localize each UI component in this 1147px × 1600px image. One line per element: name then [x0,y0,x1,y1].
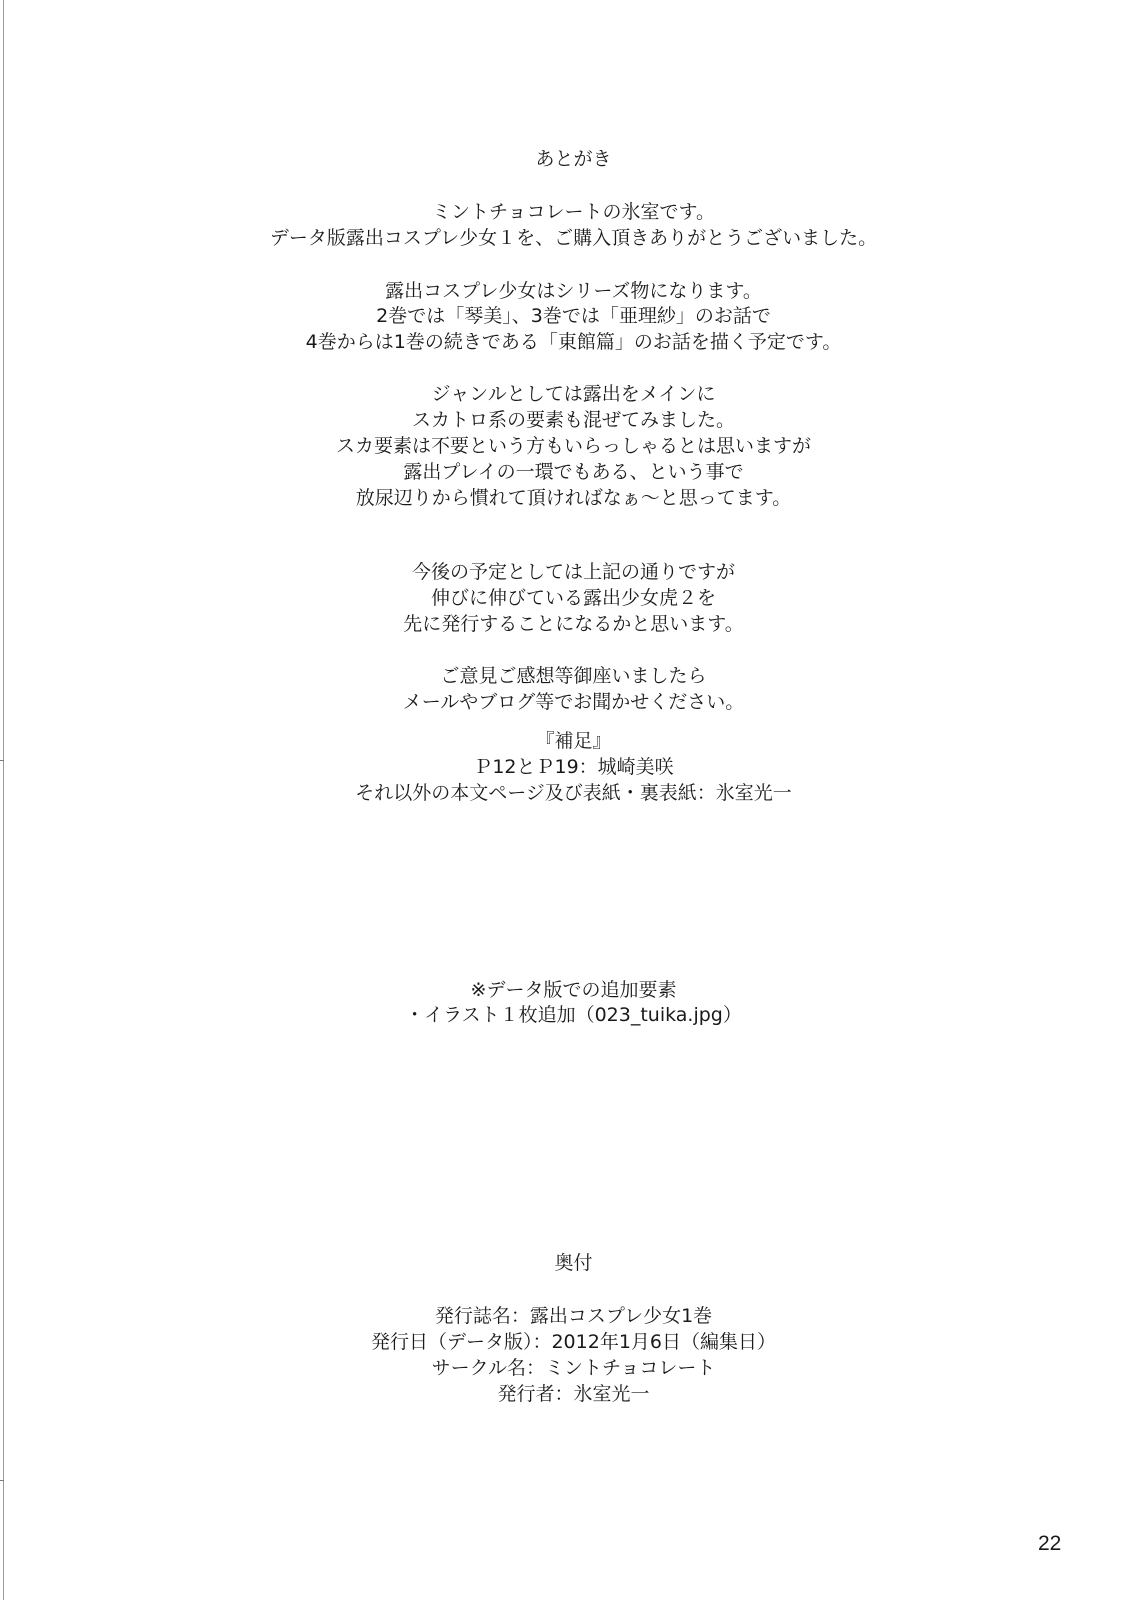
colophon-heading: 奥付 [554,1252,593,1274]
greeting-line: ミントチョコレートの氷室です。 [432,201,715,223]
plans-line: 伸びに伸びている露出少女虎２を [430,587,716,609]
series-line: 4巻からは1巻の続きである「東館篇」のお話を描く予定です。 [305,331,842,353]
page-number: 22 [1038,1532,1062,1555]
feedback-line: メールやブログ等でお聞かせください。 [402,691,745,713]
supplement-line: それ以外の本文ページ及び表紙・裏表紙：氷室光一 [355,782,792,804]
colophon-line: 発行日（データ版）：2012年1月6日（編集日） [370,1331,777,1353]
series-line: 2巻では「琴美」、3巻では「亜理紗」のお話で [376,305,771,327]
afterword-heading: あとがき [535,148,612,170]
series-line: 露出コスプレ少女はシリーズ物になります。 [385,280,762,302]
feedback-line: ご意見ご感想等御座いましたら [440,665,707,687]
supplement-line: Ｐ12とＰ19：城崎美咲 [473,756,674,778]
greeting-line: データ版露出コスプレ少女１を、ご購入頂きありがとうございました。 [269,227,878,249]
colophon-line: 発行者：氷室光一 [497,1383,650,1405]
genre-line: ジャンルとしては露出をメインに [431,383,716,405]
page-edge-mark [0,1480,4,1481]
genre-line: スカ要素は不要という方もいらっしゃるとは思いますが [335,435,811,457]
data-edition-heading: ※データ版での追加要素 [470,979,677,1001]
plans-line: 先に発行することになるかと思います。 [403,613,744,635]
genre-line: スカトロ系の要素も混ぜてみました。 [411,409,735,431]
colophon-line: サークル名：ミントチョコレート [431,1357,716,1379]
supplement-heading: 『補足』 [535,730,612,752]
plans-line: 今後の予定としては上記の通りですが [411,561,735,583]
colophon-line: 発行誌名：露出コスプレ少女1巻 [434,1305,713,1327]
data-edition-line: ・イラスト１枚追加（023_tuika.jpg） [405,1004,742,1026]
genre-line: 放尿辺りから慣れて頂ければなぁ～と思ってます。 [355,487,792,509]
genre-line: 露出プレイの一環でもある、という事で [403,461,744,483]
